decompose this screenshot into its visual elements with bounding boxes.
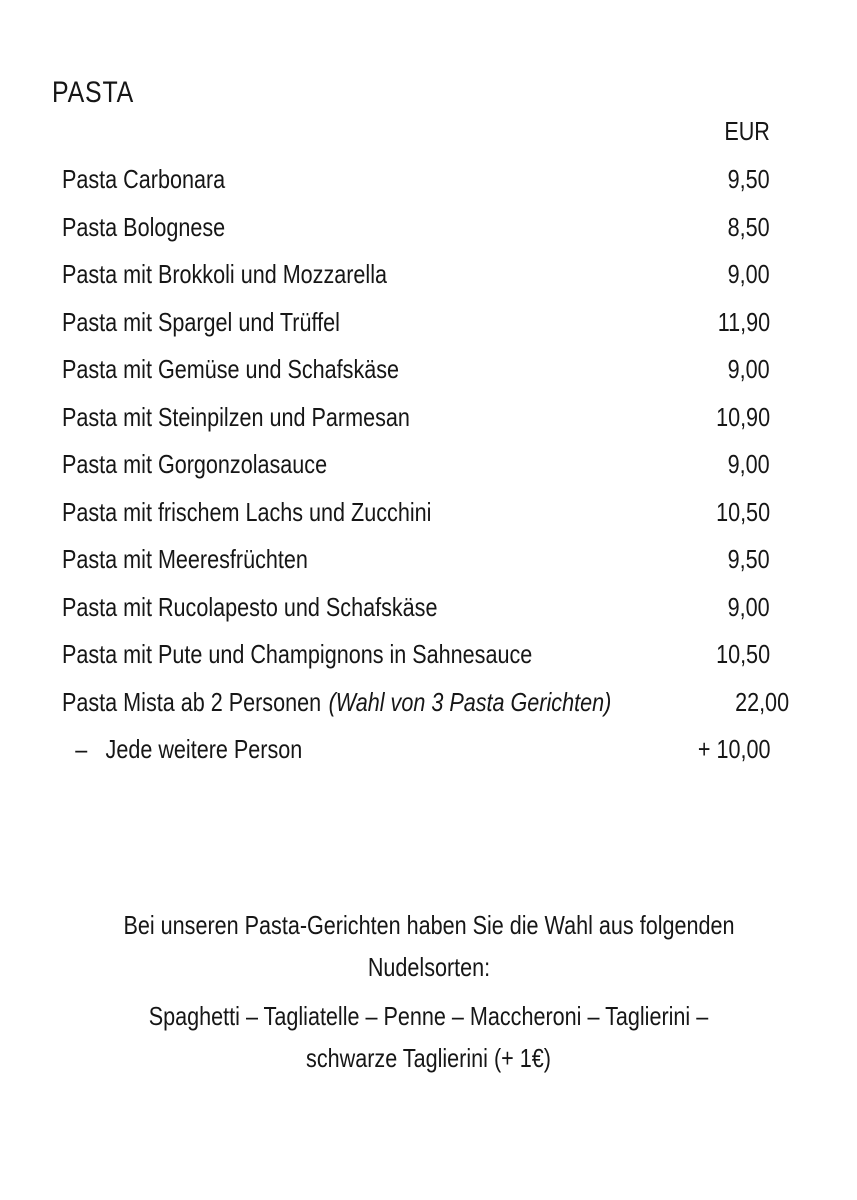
menu-item-price: 9,00 <box>727 259 770 290</box>
menu-list <box>62 156 789 774</box>
menu-item-price: 9,50 <box>727 544 770 575</box>
menu-item-row <box>62 204 770 252</box>
menu-item-name: Pasta mit Rucolapesto und Schafskäse <box>62 591 438 622</box>
menu-item-row <box>62 441 770 489</box>
noodle-types-line2: schwarze Taglierini (+ 1€) <box>306 1043 551 1073</box>
menu-item-price: 22,00 <box>734 686 789 717</box>
menu-item-name: Pasta mit Steinpilzen und Parmesan <box>62 401 410 432</box>
menu-item-row <box>62 584 770 632</box>
currency-header-text: EUR <box>724 116 770 146</box>
menu-item-name <box>62 734 302 765</box>
menu-item-price: 9,50 <box>727 164 770 195</box>
menu-item-price: 9,00 <box>727 591 770 622</box>
menu-item-row <box>62 631 770 679</box>
pasta-choice-note: Bei unseren Pasta-Gerichten haben Sie die Wahl aus folgenden Nudelsorten: <box>122 910 735 982</box>
menu-item-price: 8,50 <box>727 211 770 242</box>
menu-item-name-text: Pasta Mista ab 2 Personen <box>62 686 322 717</box>
menu-item-name: Pasta mit Gorgonzolasauce <box>62 449 328 480</box>
page-title <box>52 76 151 110</box>
menu-item-name: Pasta mit Brokkoli und Mozzarella <box>62 259 388 290</box>
noodle-types-line1: Spaghetti – Tagliatelle – Penne – Maccheroni – Taglierini – <box>148 1001 709 1031</box>
menu-item-name: Pasta Carbonara <box>62 164 226 195</box>
menu-item-row <box>62 346 770 394</box>
menu-item-price: 10,50 <box>715 496 770 527</box>
menu-item-name: Pasta mit Spargel und Trüffel <box>62 306 340 337</box>
currency-header <box>715 116 770 147</box>
menu-item-name: Pasta Bolognese <box>62 211 226 242</box>
menu-item-row <box>62 299 770 347</box>
menu-item-name <box>62 687 611 718</box>
menu-item-name: Pasta mit Gemüse und Schafskäse <box>62 354 400 385</box>
menu-item-price: 10,90 <box>715 401 770 432</box>
menu-item-row <box>62 156 770 204</box>
menu-item-name: Pasta mit frischem Lachs und Zucchini <box>62 496 432 527</box>
menu-item-row <box>62 394 770 442</box>
menu-item-name: Pasta mit Meeresfrüchten <box>62 544 308 575</box>
list-dash: – <box>75 734 88 765</box>
menu-item-row <box>62 489 770 537</box>
menu-item-row <box>62 536 770 584</box>
menu-item-price: 10,50 <box>715 639 770 670</box>
menu-item-row <box>62 251 770 299</box>
menu-item-price: 11,90 <box>717 306 770 337</box>
menu-item-row <box>62 726 770 774</box>
footer-note-block <box>0 904 857 1079</box>
menu-item-price: + 10,00 <box>697 734 770 765</box>
menu-item-price: 9,00 <box>727 449 770 480</box>
menu-item-row <box>62 679 789 727</box>
menu-item-note: (Wahl von 3 Pasta Gerichten) <box>328 686 612 717</box>
menu-item-name-text: Jede weitere Person <box>105 734 303 765</box>
menu-item-name: Pasta mit Pute und Champignons in Sahnesauce <box>62 639 533 670</box>
menu-item-price: 9,00 <box>727 354 770 385</box>
page-title-text: PASTA <box>52 76 135 109</box>
